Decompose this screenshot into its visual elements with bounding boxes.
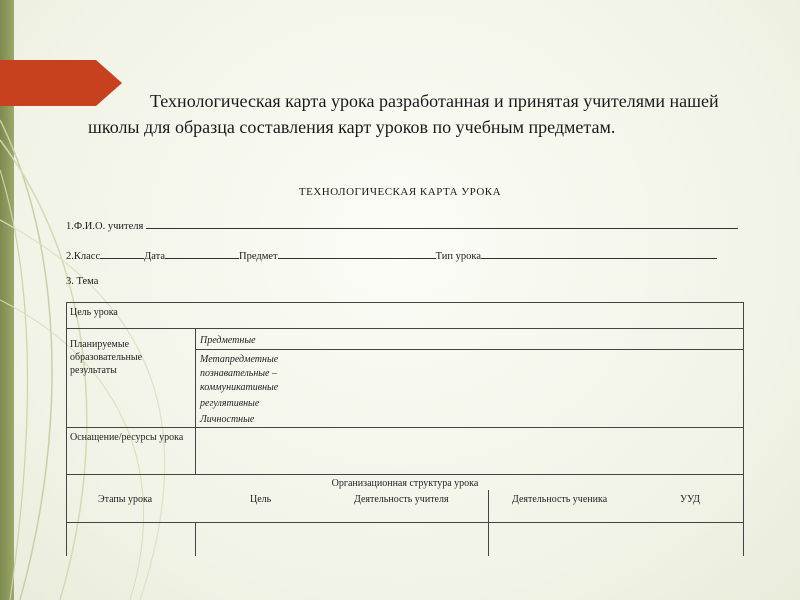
col-goal: Цель [250,494,272,505]
col-teacher-activity: Деятельность учителя [354,494,449,505]
meta-results-regulatory: регулятивные [200,398,260,409]
personal-results-label: Личностные [200,414,255,425]
topic-line [66,276,98,287]
lesson-type-blank [481,248,717,259]
topic-label: 3. Тема [66,276,99,287]
slide-heading: Технологическая карта урока разработанная и принятая учителями нашей школы для образца составления карт уроков по учебным предметам. [88,91,719,137]
teacher-label: 1.Ф.И.О. учителя [66,221,144,232]
class-blank [100,248,144,259]
resources-label: Оснащение/ресурсы урока [70,432,184,443]
subject-label: Предмет [239,251,278,262]
date-blank [165,248,239,259]
structure-title: Организационная структура урока [331,478,479,489]
subject-results-label: Предметные [200,335,256,346]
planned-results-label: Планируемые образовательные результаты [70,339,143,376]
teacher-line [66,218,738,232]
goal-label: Цель урока [70,307,118,318]
date-label: Дата [144,251,166,262]
teacher-blank [146,218,738,229]
meta-results-label: Метапредметные [200,354,279,365]
meta-results-communicative: коммуникативные [200,382,279,393]
col-uud: УУД [680,494,700,505]
meta-results-cognitive: познавательные – [200,368,277,379]
col-student-activity: Деятельность ученика [512,494,608,505]
lesson-type-label: Тип урока [435,251,482,262]
class-line [66,248,717,262]
form-title: ТЕХНОЛОГИЧЕСКАЯ КАРТА УРОКА [298,186,502,198]
class-label: 2.Класс [66,251,101,262]
col-stages: Этапы урока [98,494,153,505]
subject-blank [278,248,436,259]
